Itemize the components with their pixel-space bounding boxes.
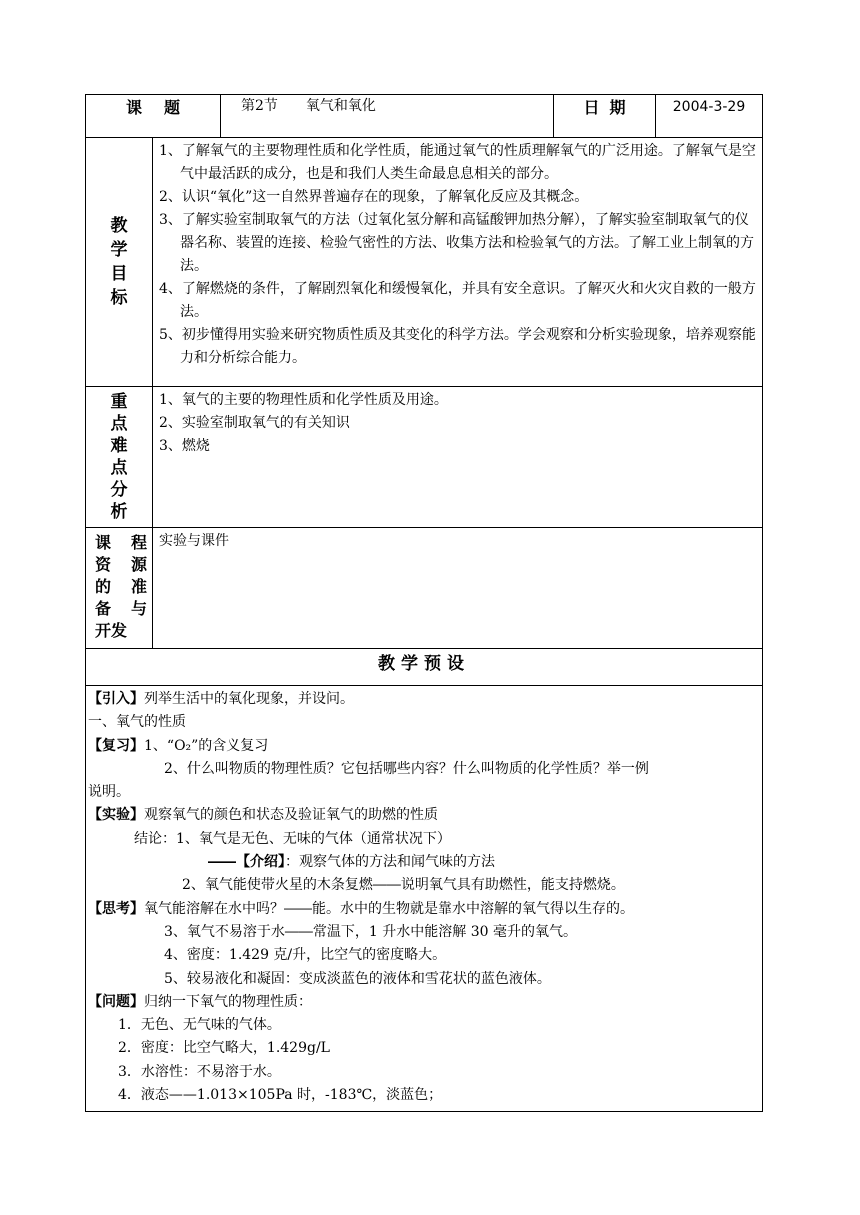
lesson-plan-table bbox=[85, 94, 763, 1112]
preset-line: 说明。 bbox=[88, 784, 130, 801]
preset-line: 2、什么叫物质的物理性质？它包括哪些内容？什么叫物质的化学性质？举一例 bbox=[164, 760, 649, 777]
preset-line: 【复习】1、“O₂”的含义复习 bbox=[88, 737, 269, 754]
preset-line: 2．密度：比空气略大，1.429g/L bbox=[118, 1040, 330, 1057]
resources-content: 实验与课件 bbox=[153, 528, 763, 649]
preset-line: ――【介绍】：观察气体的方法和闻气味的方法 bbox=[208, 854, 495, 871]
preset-line: 4．液态——1.013×105Pa 时，-183℃，淡蓝色； bbox=[118, 1087, 443, 1104]
preset-line: 【实验】观察氧气的颜色和状态及验证氧气的助燃的性质 bbox=[88, 807, 438, 824]
preset-line: 【问题】归纳一下氧气的物理性质： bbox=[88, 993, 312, 1010]
key-points-row bbox=[86, 387, 763, 528]
key-points-label: 重 点 难 点 分 析 bbox=[86, 387, 153, 528]
goal-item: 3、了解实验室制取氧气的方法（过氧化氢分解和高锰酸钾加热分解），了解实验室制取氧气的仪器名称、装置的连接、检验气密性的方法、收集方法和检验氧气的方法。了解工业上制氧的方法。 bbox=[159, 212, 754, 274]
preset-line: 1．无色、无气味的气体。 bbox=[118, 1017, 281, 1034]
goals-row bbox=[86, 138, 763, 387]
topic-title: 氧气和氧化 bbox=[305, 98, 376, 114]
header-row bbox=[86, 95, 763, 138]
preset-row bbox=[86, 686, 763, 1112]
preset-line: 4、密度：1.429 克/升，比空气的密度略大。 bbox=[164, 947, 447, 964]
date-value: 2004-3-29 bbox=[656, 95, 763, 138]
preset-title: 教学预设 bbox=[86, 649, 763, 686]
topic-value bbox=[221, 95, 554, 138]
goal-item: 5、初步懂得用实验来研究物质性质及其变化的科学方法。学会观察和分析实验现象，培养观察能力和分析综合能力。 bbox=[159, 327, 756, 366]
goal-item: 2、认识“氧化”这一自然界普遍存在的现象，了解氧化反应及其概念。 bbox=[159, 189, 589, 205]
date-label: 日 期 bbox=[554, 95, 656, 138]
preset-line: 【思考】氧气能溶解在水中吗？――能。水中的生物就是靠水中溶解的氧气得以生存的。 bbox=[88, 900, 634, 917]
key-point-item: 3、燃烧 bbox=[159, 438, 210, 454]
key-point-item: 2、实验室制取氧气的有关知识 bbox=[159, 415, 350, 431]
resources-label: 课 程 资 源 的 准 备 与 开发 bbox=[86, 528, 153, 649]
key-point-item: 1、氧气的主要的物理性质和化学性质及用途。 bbox=[159, 392, 448, 408]
preset-line: 一、氧气的性质 bbox=[88, 714, 186, 731]
goal-item: 1、了解氧气的主要物理性质和化学性质，能通过氧气的性质理解氧气的广泛用途。了解氧气是空气中最活跃的成分，也是和我们人类生命最息息相关的部分。 bbox=[159, 143, 756, 182]
preset-content bbox=[86, 686, 763, 1112]
preset-line: 2、氧气能使带火星的木条复燃――说明氧气具有助燃性，能支持燃烧。 bbox=[182, 877, 625, 894]
topic-section: 第2节 bbox=[241, 98, 278, 114]
goal-item: 4、了解燃烧的条件，了解剧烈氧化和缓慢氧化，并具有安全意识。了解灭火和火灾自救的一般方法。 bbox=[159, 281, 756, 320]
resources-row bbox=[86, 528, 763, 649]
preset-title-row bbox=[86, 649, 763, 686]
topic-label: 课 题 bbox=[86, 95, 221, 138]
key-points-content bbox=[153, 387, 763, 528]
preset-line: 5、较易液化和凝固：变成淡蓝色的液体和雪花状的蓝色液体。 bbox=[164, 970, 551, 987]
goals-content bbox=[153, 138, 763, 387]
goals-label: 教 学 目 标 bbox=[86, 138, 153, 387]
preset-line: 3．水溶性：不易溶于水。 bbox=[118, 1063, 281, 1080]
preset-line: 3、氧气不易溶于水――常温下，1 升水中能溶解 30 毫升的氧气。 bbox=[164, 923, 577, 940]
preset-line: 结论：1、氧气是无色、无味的气体（通常状况下） bbox=[134, 830, 451, 847]
preset-line: 【引入】列举生活中的氧化现象，并设问。 bbox=[88, 691, 354, 707]
